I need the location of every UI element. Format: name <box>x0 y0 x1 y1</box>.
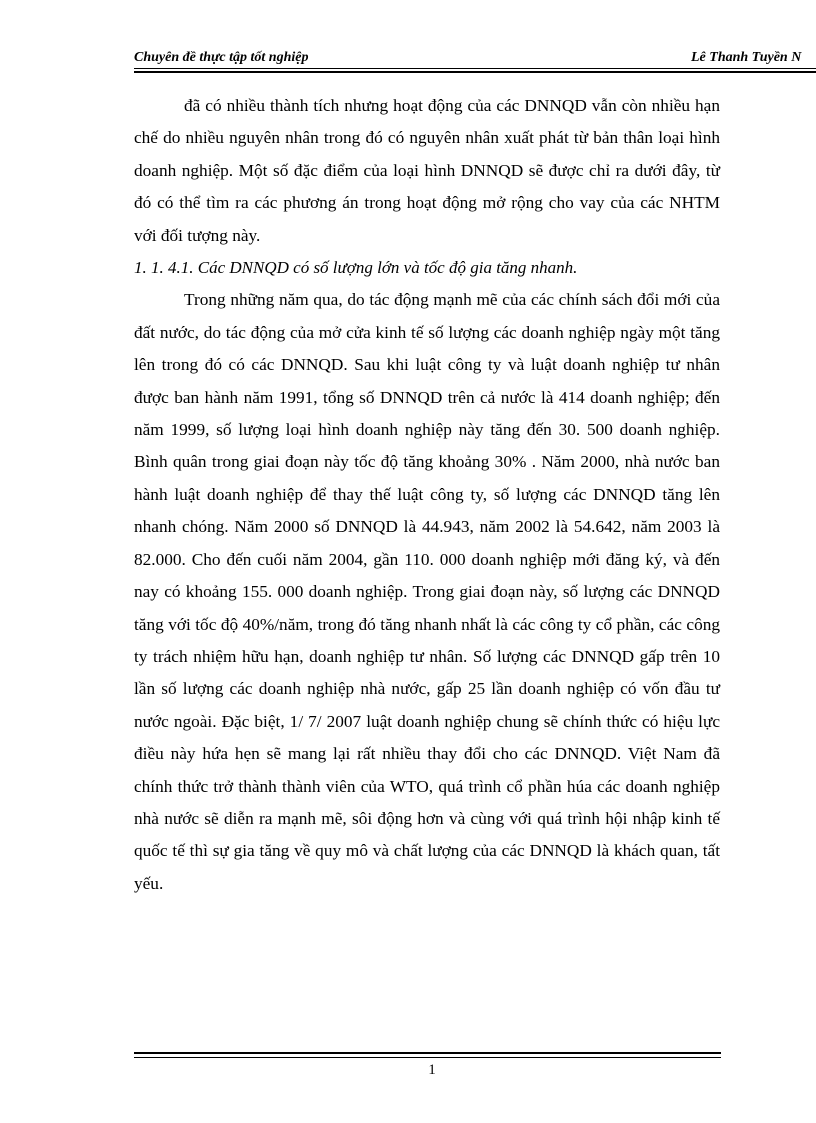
footer-divider-thick <box>134 1052 721 1054</box>
body-paragraph: Trong những năm qua, do tác động mạnh mẽ của các chính sách đổi mới của đất nước, do tác động của mở cửa kinh tế số lượng các doanh nghiệp ngày một tăng lên trong đó có các DNNQD. Sau khi luật công ty và luật doanh nghiệp tư nhân được ban hành năm 1991, tổng số DNNQD trên cả nước là 414 doanh nghiệp; đến năm 1999, số lượng loại hình doanh nghiệp này tăng đến 30. 500 doanh nghiệp. Bình quân trong giai đoạn này tốc độ tăng khoảng 30% . Năm 2000, nhà nước ban hành luật doanh nghiệp để thay thế luật công ty, số lượng các DNNQD tăng lên nhanh chóng. Năm 2000 số DNNQD là 44.943, năm 2002 là 54.642, năm 2003 là 82.000. Cho đến cuối năm 2004, gần 110. 000 doanh nghiệp mới đăng ký, và đến nay có khoảng 155. 000 doanh nghiệp. Trong giai đoạn này, số lượng các DNNQD tăng với tốc độ 40%/năm, trong đó tăng nhanh nhất là các công ty cổ phần, các công ty trách nhiệm hữu hạn, doanh nghiệp tư nhân. Số lượng các DNNQD gấp trên 10 lần số lượng các doanh nghiệp nhà nước, gấp 25 lần doanh nghiệp có vốn đầu tư nước ngoài. Đặc biệt, 1/ 7/ 2007 luật doanh nghiệp chung sẽ chính thức có hiệu lực điều này hứa hẹn sẽ mang lại rất nhiều thay đổi cho các DNNQD. Việt Nam đã chính thức trở thành thành viên của WTO, quá trình cổ phần húa các doanh nghiệp nhà nước sẽ diễn ra mạnh mẽ, sôi động hơn và cùng với quá trình hội nhập kinh tế quốc tế thì sự gia tăng về quy mô và chất lượng của các DNNQD là khách quan, tất yếu. <box>134 290 720 893</box>
page-number: 1 <box>428 1062 436 1078</box>
section-heading: 1. 1. 4.1. Các DNNQD có số lượng lớn và tốc độ gia tăng nhanh. <box>134 258 578 278</box>
header-divider <box>134 68 816 69</box>
footer-divider <box>134 1057 721 1058</box>
page-header <box>134 50 816 70</box>
header-author: Lê Thanh Tuyền N <box>691 50 802 65</box>
body-paragraph: đã có nhiều thành tích nhưng hoạt động của các DNNQD vẫn còn nhiều hạn chế do nhiều nguyên nhân trong đó có nguyên nhân xuất phát từ bản thân loại hình doanh nghiệp. Một số đặc điểm của loại hình DNNQD sẽ được chỉ ra dưới đây, từ đó có thể tìm ra các phương án trong hoạt động mở rộng cho vay của các NHTM với đối tượng này. <box>134 96 720 245</box>
header-title: Chuyên đề thực tập tốt nghiệp <box>134 50 309 65</box>
header-divider-thick <box>134 71 816 73</box>
document-body <box>134 90 720 900</box>
